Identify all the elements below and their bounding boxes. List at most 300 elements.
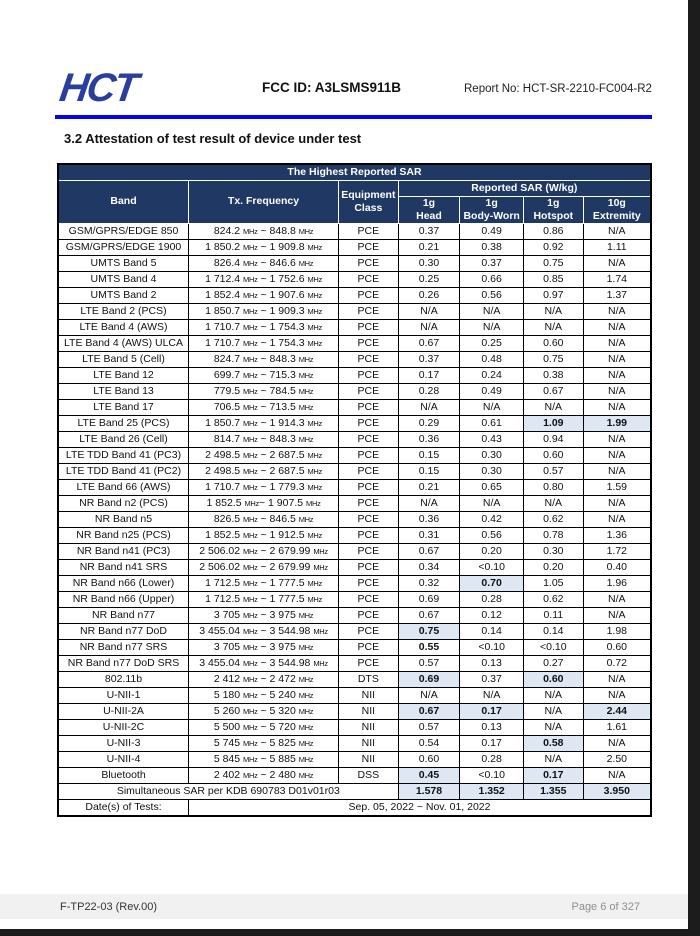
equipment-class-cell: PCE — [339, 383, 399, 399]
sar-value-cell: 0.17 — [460, 735, 524, 751]
band-cell: GSM/GPRS/EDGE 1900 — [58, 239, 189, 255]
sar-value-cell: N/A — [398, 687, 460, 703]
col-header-1g-head: 1g Head — [398, 196, 460, 223]
equipment-class-cell: PCE — [339, 447, 399, 463]
table-row — [58, 671, 651, 687]
simultaneous-sar-label: Simultaneous SAR per KDB 690783 D01v01r03 — [58, 783, 398, 799]
table-row — [58, 367, 651, 383]
equipment-class-cell: NII — [339, 751, 399, 767]
frequency-cell: 3 455.04 MHz ~ 3 544.98 MHz — [189, 623, 339, 639]
sar-value-cell: 1.59 — [583, 479, 651, 495]
sar-value-cell: 0.17 — [524, 767, 584, 783]
sar-value-cell: 0.17 — [460, 703, 524, 719]
band-cell: NR Band n41 SRS — [58, 559, 189, 575]
sar-value-cell: <0.10 — [460, 559, 524, 575]
sar-value-cell: N/A — [583, 735, 651, 751]
equipment-class-cell: DTS — [339, 671, 399, 687]
simultaneous-sar-value: 3.950 — [583, 783, 651, 799]
band-cell: LTE TDD Band 41 (PC3) — [58, 447, 189, 463]
sar-value-cell: 0.67 — [398, 335, 460, 351]
sar-value-cell: 0.29 — [398, 415, 460, 431]
sar-value-cell: N/A — [583, 591, 651, 607]
sar-value-cell: 0.62 — [524, 511, 584, 527]
band-cell: LTE TDD Band 41 (PC2) — [58, 463, 189, 479]
simultaneous-sar-row — [58, 783, 651, 799]
equipment-class-cell: DSS — [339, 767, 399, 783]
table-row — [58, 271, 651, 287]
sar-value-cell: 0.43 — [460, 431, 524, 447]
frequency-cell: 1 710.7 MHz ~ 1 754.3 MHz — [189, 335, 339, 351]
sar-value-cell: 0.75 — [524, 351, 584, 367]
equipment-class-cell: PCE — [339, 607, 399, 623]
sar-table-body — [58, 223, 651, 816]
equipment-class-cell: PCE — [339, 335, 399, 351]
band-cell: LTE Band 12 — [58, 367, 189, 383]
sar-value-cell: N/A — [583, 383, 651, 399]
sar-value-cell: 2.44 — [583, 703, 651, 719]
sar-value-cell: 0.15 — [398, 463, 460, 479]
simultaneous-sar-value: 1.352 — [460, 783, 524, 799]
sar-value-cell: 0.55 — [398, 639, 460, 655]
sar-value-cell: 1.36 — [583, 527, 651, 543]
equipment-class-cell: PCE — [339, 575, 399, 591]
equipment-class-cell: PCE — [339, 543, 399, 559]
sar-value-cell: N/A — [524, 319, 584, 335]
table-row — [58, 767, 651, 783]
sar-value-cell: 0.57 — [524, 463, 584, 479]
dates-value: Sep. 05, 2022 ~ Nov. 01, 2022 — [189, 799, 651, 816]
sar-value-cell: 0.30 — [460, 463, 524, 479]
sar-value-cell: 0.56 — [460, 287, 524, 303]
sar-value-cell: 0.54 — [398, 735, 460, 751]
sar-value-cell: 0.38 — [524, 367, 584, 383]
table-row — [58, 527, 651, 543]
sar-value-cell: 0.66 — [460, 271, 524, 287]
equipment-class-cell: PCE — [339, 303, 399, 319]
sar-value-cell: 0.61 — [460, 415, 524, 431]
equipment-class-cell: PCE — [339, 559, 399, 575]
band-cell: Bluetooth — [58, 767, 189, 783]
sar-value-cell: 0.62 — [524, 591, 584, 607]
sar-value-cell: 0.67 — [398, 607, 460, 623]
table-row — [58, 495, 651, 511]
sar-value-cell: 0.38 — [460, 239, 524, 255]
sar-value-cell: N/A — [583, 223, 651, 239]
sar-value-cell: 0.57 — [398, 655, 460, 671]
sar-value-cell: 1.11 — [583, 239, 651, 255]
band-cell: LTE Band 25 (PCS) — [58, 415, 189, 431]
frequency-cell: 5 845 MHz ~ 5 885 MHz — [189, 751, 339, 767]
band-cell: NR Band n66 (Upper) — [58, 591, 189, 607]
sar-value-cell: 0.60 — [398, 751, 460, 767]
sar-value-cell: 0.37 — [398, 351, 460, 367]
col-header-equipment-class: Equipment Class — [339, 180, 399, 223]
page-indicator: Page 6 of 327 — [571, 900, 640, 913]
frequency-cell: 2 506.02 MHz ~ 2 679.99 MHz — [189, 559, 339, 575]
sar-value-cell: 0.26 — [398, 287, 460, 303]
sar-value-cell: 0.14 — [460, 623, 524, 639]
sar-value-cell: 0.75 — [398, 623, 460, 639]
band-cell: LTE Band 66 (AWS) — [58, 479, 189, 495]
sar-value-cell: 0.34 — [398, 559, 460, 575]
sar-value-cell: 0.85 — [524, 271, 584, 287]
sar-value-cell: 0.12 — [460, 607, 524, 623]
equipment-class-cell: PCE — [339, 639, 399, 655]
sar-value-cell: 0.11 — [524, 607, 584, 623]
equipment-class-cell: PCE — [339, 367, 399, 383]
band-cell: 802.11b — [58, 671, 189, 687]
equipment-class-cell: PCE — [339, 431, 399, 447]
dates-row — [58, 799, 651, 816]
sar-value-cell: N/A — [524, 719, 584, 735]
header-divider — [55, 115, 652, 119]
sar-value-cell: 0.67 — [398, 703, 460, 719]
sar-value-cell: 0.80 — [524, 479, 584, 495]
sar-value-cell: N/A — [583, 399, 651, 415]
sar-value-cell: 0.65 — [460, 479, 524, 495]
sar-value-cell: N/A — [583, 463, 651, 479]
band-cell: NR Band n41 (PC3) — [58, 543, 189, 559]
col-header-10g-extremity: 10g Extremity — [583, 196, 651, 223]
sar-value-cell: 1.09 — [524, 415, 584, 431]
band-cell: U-NII-1 — [58, 687, 189, 703]
col-header-1g-hotspot: 1g Hotspot — [524, 196, 584, 223]
table-row — [58, 287, 651, 303]
sar-value-cell: N/A — [583, 671, 651, 687]
frequency-cell: 3 705 MHz ~ 3 975 MHz — [189, 639, 339, 655]
table-row — [58, 623, 651, 639]
sar-value-cell: N/A — [524, 495, 584, 511]
sar-value-cell: N/A — [583, 431, 651, 447]
table-row — [58, 415, 651, 431]
sar-value-cell: 1.05 — [524, 575, 584, 591]
table-row — [58, 703, 651, 719]
sar-value-cell: 1.72 — [583, 543, 651, 559]
table-row — [58, 431, 651, 447]
sar-value-cell: 0.69 — [398, 671, 460, 687]
sar-value-cell: 2.50 — [583, 751, 651, 767]
band-cell: LTE Band 4 (AWS) ULCA — [58, 335, 189, 351]
sar-value-cell: N/A — [524, 687, 584, 703]
band-cell: NR Band n77 SRS — [58, 639, 189, 655]
band-cell: LTE Band 26 (Cell) — [58, 431, 189, 447]
frequency-cell: 1 712.5 MHz ~ 1 777.5 MHz — [189, 591, 339, 607]
sar-value-cell: 0.25 — [460, 335, 524, 351]
sar-value-cell: 0.58 — [524, 735, 584, 751]
equipment-class-cell: PCE — [339, 463, 399, 479]
sar-value-cell: 0.75 — [524, 255, 584, 271]
sar-value-cell: 0.27 — [524, 655, 584, 671]
sar-value-cell: 1.61 — [583, 719, 651, 735]
sar-value-cell: N/A — [583, 367, 651, 383]
frequency-cell: 1 850.2 MHz ~ 1 909.8 MHz — [189, 239, 339, 255]
frequency-cell: 1 852.4 MHz ~ 1 907.6 MHz — [189, 287, 339, 303]
table-row — [58, 255, 651, 271]
sar-value-cell: 0.49 — [460, 223, 524, 239]
sar-value-cell: 1.99 — [583, 415, 651, 431]
band-cell: U-NII-3 — [58, 735, 189, 751]
sar-value-cell: N/A — [460, 319, 524, 335]
frequency-cell: 1 712.4 MHz ~ 1 752.6 MHz — [189, 271, 339, 287]
frequency-cell: 1 710.7 MHz ~ 1 779.3 MHz — [189, 479, 339, 495]
equipment-class-cell: PCE — [339, 623, 399, 639]
sar-value-cell: 0.36 — [398, 431, 460, 447]
frequency-cell: 5 500 MHz ~ 5 720 MHz — [189, 719, 339, 735]
sar-value-cell: <0.10 — [460, 639, 524, 655]
table-row — [58, 607, 651, 623]
sar-value-cell: 0.48 — [460, 351, 524, 367]
sar-value-cell: N/A — [524, 751, 584, 767]
sar-value-cell: 0.30 — [524, 543, 584, 559]
sar-value-cell: 0.60 — [583, 639, 651, 655]
equipment-class-cell: PCE — [339, 255, 399, 271]
sar-value-cell: N/A — [524, 303, 584, 319]
sar-value-cell: 0.94 — [524, 431, 584, 447]
sar-value-cell: 0.57 — [398, 719, 460, 735]
sar-value-cell: 0.13 — [460, 719, 524, 735]
equipment-class-cell: PCE — [339, 239, 399, 255]
sar-value-cell: 0.37 — [398, 223, 460, 239]
table-row — [58, 559, 651, 575]
sar-value-cell: N/A — [583, 607, 651, 623]
table-row — [58, 575, 651, 591]
hct-logo: HCT — [56, 66, 140, 110]
equipment-class-cell: PCE — [339, 351, 399, 367]
sar-value-cell: 0.78 — [524, 527, 584, 543]
equipment-class-cell: PCE — [339, 223, 399, 239]
band-cell: U-NII-2A — [58, 703, 189, 719]
sar-value-cell: 0.45 — [398, 767, 460, 783]
table-row — [58, 239, 651, 255]
frequency-cell: 826.5 MHz ~ 846.5 MHz — [189, 511, 339, 527]
band-cell: NR Band n25 (PCS) — [58, 527, 189, 543]
sar-value-cell: 0.97 — [524, 287, 584, 303]
sar-value-cell: 0.67 — [524, 383, 584, 399]
sar-value-cell: 0.20 — [524, 559, 584, 575]
sar-value-cell: N/A — [398, 303, 460, 319]
equipment-class-cell: PCE — [339, 495, 399, 511]
sar-value-cell: 0.70 — [460, 575, 524, 591]
sar-value-cell: 0.15 — [398, 447, 460, 463]
page-footer — [0, 894, 688, 919]
table-row — [58, 447, 651, 463]
sar-value-cell: 0.60 — [524, 335, 584, 351]
equipment-class-cell: PCE — [339, 319, 399, 335]
sar-value-cell: 0.13 — [460, 655, 524, 671]
sar-value-cell: N/A — [583, 511, 651, 527]
equipment-class-cell: PCE — [339, 511, 399, 527]
frequency-cell: 2 498.5 MHz ~ 2 687.5 MHz — [189, 463, 339, 479]
frequency-cell: 699.7 MHz ~ 715.3 MHz — [189, 367, 339, 383]
sar-value-cell: 0.30 — [398, 255, 460, 271]
sar-value-cell: 1.37 — [583, 287, 651, 303]
table-row — [58, 543, 651, 559]
sar-value-cell: N/A — [398, 319, 460, 335]
col-header-reported-sar: Reported SAR (W/kg) — [398, 180, 651, 196]
sar-value-cell: 0.60 — [524, 447, 584, 463]
table-row — [58, 511, 651, 527]
sar-value-cell: 0.92 — [524, 239, 584, 255]
equipment-class-cell: PCE — [339, 399, 399, 415]
table-row — [58, 751, 651, 767]
equipment-class-cell: PCE — [339, 415, 399, 431]
frequency-cell: 814.7 MHz ~ 848.3 MHz — [189, 431, 339, 447]
col-header-band: Band — [58, 180, 189, 223]
equipment-class-cell: PCE — [339, 479, 399, 495]
sar-value-cell: 0.56 — [460, 527, 524, 543]
sar-value-cell: 0.17 — [398, 367, 460, 383]
sar-value-cell: 0.21 — [398, 479, 460, 495]
equipment-class-cell: PCE — [339, 271, 399, 287]
equipment-class-cell: NII — [339, 687, 399, 703]
sar-value-cell: N/A — [460, 495, 524, 511]
report-number: Report No: HCT-SR-2210-FC004-R2 — [464, 83, 652, 95]
table-row — [58, 463, 651, 479]
sar-value-cell: 0.28 — [460, 751, 524, 767]
frequency-cell: 1 852.5 MHz ~ 1 912.5 MHz — [189, 527, 339, 543]
sar-value-cell: 0.72 — [583, 655, 651, 671]
table-row — [58, 223, 651, 239]
frequency-cell: 824.2 MHz ~ 848.8 MHz — [189, 223, 339, 239]
sar-value-cell: <0.10 — [524, 639, 584, 655]
band-cell: NR Band n66 (Lower) — [58, 575, 189, 591]
sar-value-cell: 0.37 — [460, 255, 524, 271]
sar-value-cell: 0.31 — [398, 527, 460, 543]
band-cell: NR Band n77 — [58, 607, 189, 623]
sar-value-cell: 0.21 — [398, 239, 460, 255]
frequency-cell: 1 710.7 MHz ~ 1 754.3 MHz — [189, 319, 339, 335]
sar-value-cell: 0.69 — [398, 591, 460, 607]
form-number: F-TP22-03 (Rev.00) — [60, 900, 157, 913]
table-row — [58, 303, 651, 319]
band-cell: GSM/GPRS/EDGE 850 — [58, 223, 189, 239]
table-title: The Highest Reported SAR — [58, 164, 651, 180]
band-cell: LTE Band 13 — [58, 383, 189, 399]
frequency-cell: 1 850.7 MHz ~ 1 909.3 MHz — [189, 303, 339, 319]
band-cell: NR Band n77 DoD SRS — [58, 655, 189, 671]
table-row — [58, 335, 651, 351]
band-cell: NR Band n5 — [58, 511, 189, 527]
simultaneous-sar-value: 1.578 — [398, 783, 460, 799]
band-cell: LTE Band 17 — [58, 399, 189, 415]
sar-value-cell: N/A — [524, 399, 584, 415]
sar-value-cell: 0.20 — [460, 543, 524, 559]
sar-value-cell: N/A — [583, 447, 651, 463]
section-title: 3.2 Attestation of test result of device under test — [64, 131, 362, 146]
table-row — [58, 655, 651, 671]
sar-value-cell: N/A — [460, 303, 524, 319]
frequency-cell: 826.4 MHz ~ 846.6 MHz — [189, 255, 339, 271]
sar-value-cell: 0.37 — [460, 671, 524, 687]
band-cell: LTE Band 2 (PCS) — [58, 303, 189, 319]
sar-value-cell: N/A — [583, 767, 651, 783]
sar-value-cell: 0.67 — [398, 543, 460, 559]
sar-value-cell: 0.49 — [460, 383, 524, 399]
frequency-cell: 1 850.7 MHz ~ 1 914.3 MHz — [189, 415, 339, 431]
band-cell: UMTS Band 5 — [58, 255, 189, 271]
frequency-cell: 706.5 MHz ~ 713.5 MHz — [189, 399, 339, 415]
scan-edge-right — [688, 0, 700, 936]
equipment-class-cell: PCE — [339, 591, 399, 607]
sar-value-cell: N/A — [583, 303, 651, 319]
col-header-tx-frequency: Tx. Frequency — [189, 180, 339, 223]
sar-value-cell: 1.96 — [583, 575, 651, 591]
equipment-class-cell: NII — [339, 703, 399, 719]
band-cell: LTE Band 4 (AWS) — [58, 319, 189, 335]
sar-value-cell: 0.36 — [398, 511, 460, 527]
sar-value-cell: N/A — [583, 351, 651, 367]
sar-value-cell: 0.40 — [583, 559, 651, 575]
sar-value-cell: 0.14 — [524, 623, 584, 639]
sar-value-cell: 0.28 — [398, 383, 460, 399]
frequency-cell: 779.5 MHz ~ 784.5 MHz — [189, 383, 339, 399]
sar-value-cell: 0.42 — [460, 511, 524, 527]
frequency-cell: 1 712.5 MHz ~ 1 777.5 MHz — [189, 575, 339, 591]
frequency-cell: 2 412 MHz ~ 2 472 MHz — [189, 671, 339, 687]
table-row — [58, 735, 651, 751]
sar-value-cell: <0.10 — [460, 767, 524, 783]
sar-value-cell: N/A — [460, 399, 524, 415]
equipment-class-cell: NII — [339, 719, 399, 735]
equipment-class-cell: PCE — [339, 287, 399, 303]
table-row — [58, 399, 651, 415]
sar-value-cell: 0.28 — [460, 591, 524, 607]
table-row — [58, 639, 651, 655]
simultaneous-sar-value: 1.355 — [524, 783, 584, 799]
frequency-cell: 2 506.02 MHz ~ 2 679.99 MHz — [189, 543, 339, 559]
band-cell: U-NII-4 — [58, 751, 189, 767]
frequency-cell: 1 852.5 MHz~ 1 907.5 MHz — [189, 495, 339, 511]
sar-value-cell: N/A — [398, 399, 460, 415]
frequency-cell: 5 180 MHz ~ 5 240 MHz — [189, 687, 339, 703]
frequency-cell: 2 402 MHz ~ 2 480 MHz — [189, 767, 339, 783]
fcc-id: FCC ID: A3LSMS911B — [262, 80, 402, 95]
scan-edge-bottom — [0, 929, 700, 936]
band-cell: NR Band n2 (PCS) — [58, 495, 189, 511]
table-row — [58, 591, 651, 607]
sar-value-cell: N/A — [583, 687, 651, 703]
table-row — [58, 351, 651, 367]
sar-table — [57, 163, 652, 817]
equipment-class-cell: PCE — [339, 655, 399, 671]
frequency-cell: 824.7 MHz ~ 848.3 MHz — [189, 351, 339, 367]
sar-value-cell: 0.32 — [398, 575, 460, 591]
sar-value-cell: N/A — [524, 703, 584, 719]
sar-value-cell: N/A — [460, 687, 524, 703]
table-row — [58, 319, 651, 335]
col-header-1g-body-worn: 1g Body-Worn — [460, 196, 524, 223]
sar-value-cell: N/A — [583, 495, 651, 511]
table-row — [58, 719, 651, 735]
sar-value-cell: 0.86 — [524, 223, 584, 239]
sar-value-cell: N/A — [583, 335, 651, 351]
sar-value-cell: 1.98 — [583, 623, 651, 639]
sar-value-cell: 1.74 — [583, 271, 651, 287]
sar-value-cell: N/A — [583, 255, 651, 271]
table-row — [58, 687, 651, 703]
table-row — [58, 479, 651, 495]
frequency-cell: 3 455.04 MHz ~ 3 544.98 MHz — [189, 655, 339, 671]
band-cell: NR Band n77 DoD — [58, 623, 189, 639]
dates-label: Date(s) of Tests: — [58, 799, 189, 816]
sar-value-cell: N/A — [398, 495, 460, 511]
band-cell: UMTS Band 4 — [58, 271, 189, 287]
sar-value-cell: N/A — [583, 319, 651, 335]
band-cell: U-NII-2C — [58, 719, 189, 735]
table-row — [58, 383, 651, 399]
frequency-cell: 5 745 MHz ~ 5 825 MHz — [189, 735, 339, 751]
sar-value-cell: 0.25 — [398, 271, 460, 287]
